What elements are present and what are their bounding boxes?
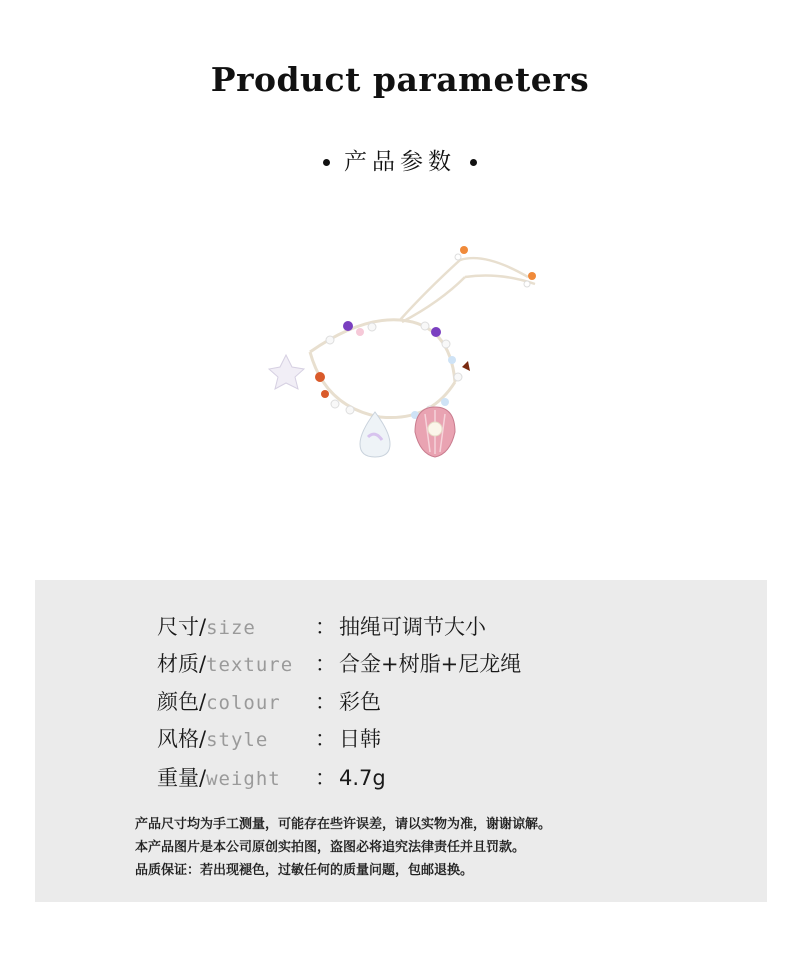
- param-colon: ：: [315, 727, 336, 751]
- subtitle-text: 产品参数: [344, 149, 456, 175]
- param-label-en: colour: [206, 692, 281, 714]
- param-label-en: style: [206, 729, 269, 751]
- param-value: 抽绳可调节大小: [339, 615, 486, 639]
- param-label-cn: 颜色/: [157, 690, 207, 714]
- param-colon: ：: [315, 615, 336, 639]
- param-label-cn: 尺寸/: [157, 615, 207, 639]
- param-row-texture: [157, 649, 522, 679]
- param-row-colour: [157, 687, 381, 717]
- param-value: 日韩: [339, 727, 381, 751]
- param-colon: ：: [315, 766, 336, 790]
- param-colon: ：: [315, 690, 336, 714]
- param-label-cn: 重量/: [157, 766, 207, 790]
- bullet-dot-left: [323, 159, 330, 166]
- note-line: 产品尺寸均为手工测量，可能存在些许误差，请以实物为准，谢谢谅解。: [135, 817, 552, 832]
- bracelet-product-image: [250, 232, 560, 482]
- param-label-cn: 材质/: [157, 652, 207, 676]
- section-subtitle: [0, 143, 800, 176]
- param-label-en: size: [206, 617, 256, 639]
- note-line: 品质保证：若出现褪色，过敏任何的质量问题，包邮退换。: [135, 863, 474, 878]
- param-colon: ：: [315, 652, 336, 676]
- bullet-dot-right: [470, 159, 477, 166]
- param-label-cn: 风格/: [157, 727, 207, 751]
- param-row-style: [157, 724, 381, 754]
- disclaimer-notes: [135, 813, 551, 882]
- param-value: 合金+树脂+尼龙绳: [339, 652, 522, 676]
- param-label-en: weight: [206, 768, 281, 790]
- param-row-size: [157, 612, 486, 642]
- param-label-en: texture: [206, 654, 294, 676]
- param-value: 4.7g: [339, 766, 386, 790]
- note-line: 本产品图片是本公司原创实拍图，盗图必将追究法律责任并且罚款。: [135, 840, 526, 855]
- param-value: 彩色: [339, 690, 381, 714]
- page-title: Product parameters: [210, 60, 590, 99]
- param-row-weight: [157, 763, 386, 793]
- parameters-panel: [35, 580, 767, 902]
